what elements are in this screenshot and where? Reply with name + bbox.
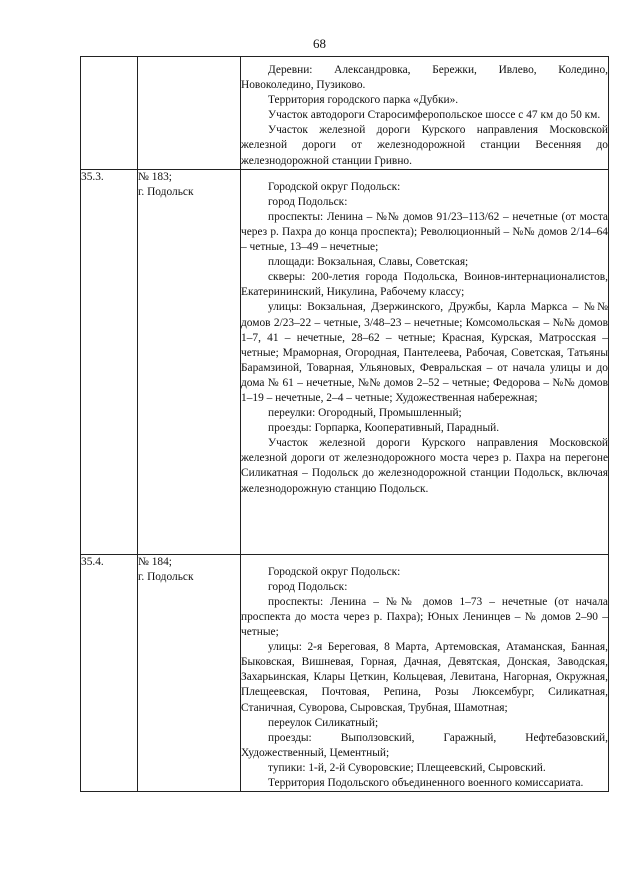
paragraph: улицы: Вокзальная, Дзержинского, Дружбы, Карла Маркса – №№ домов 2/23–22 – четные, 3/48–23 – нечетные; Комсомольская – №№ домов 1–7, 41 – нечетные, 28–62 – четные; Красная, Курская, Матросская – четные; Мраморная, Огородная, Пантелеева, Рабочая, Советская, Татьяны Барамзиной, Товарная, Ульяновых, Февральская – от начала улицы и до дома № 61 – нечетные, №№ домов 2–52 – четные; Федорова – №№ домов 1–19 – нечетные, 2–4 – четные; Художественная набережная; — [241, 301, 608, 404]
row-number — [81, 57, 138, 170]
paragraph: проезды: Выползовский, Гаражный, Нефтебазовский, Художественный, Цементный; — [241, 731, 608, 759]
paragraph: переулок Силикатный; — [268, 716, 379, 729]
paragraph: Участок железной дороги Курского направления Московской железной дороги от железнодорожной станции Весенняя до железнодорожной станции Гривно. — [241, 124, 608, 167]
table-row — [81, 554, 609, 791]
district-cell — [138, 57, 241, 170]
paragraph: проспекты: Ленина – №№ домов 91/23–113/62 – нечетные (от моста через р. Пахра до конца проспекта); Революционный – №№ домов 2/14–64 – четные, 13–49 – нечетные; — [241, 210, 608, 254]
district-cell — [138, 169, 241, 554]
paragraph: Городской округ Подольск: — [268, 180, 401, 193]
description-cell — [241, 554, 609, 791]
page-number: 68 — [313, 36, 326, 51]
paragraph: улицы: 2-я Береговая, 8 Марта, Артемовская, Атаманская, Банная, Быковская, Вишневая, Горная, Дачная, Девятская, Донская, Заводская, Захарьинская, Клары Цеткин, Кольцевая, Левитана, Нагорная, Окружная, Плещеевская, Почтовая, Репина, Розы Люксембург, Силикатная, Станичная, Суворова, Сыровская, Трубная, Шамотная; — [241, 641, 608, 714]
paragraph: проезды: Горпарка, Кооперативный, Парадный. — [268, 422, 500, 435]
electoral-districts-table — [80, 56, 609, 792]
paragraph: площади: Вокзальная, Славы, Советская; — [268, 256, 469, 269]
district-cell — [138, 554, 241, 791]
row-number: 35.3. — [81, 169, 138, 554]
district-number: № 184; — [138, 555, 172, 568]
district-city: г. Подольск — [138, 570, 194, 583]
paragraph: Участок автодороги Старосимферопольское шоссе с 47 км до 50 км. — [268, 109, 601, 122]
paragraph: Деревни: Александровка, Бережки, Ивлево, Коледино, Новоколедино, Пузиково. — [241, 64, 608, 92]
paragraph: город Подольск: — [268, 195, 348, 208]
paragraph: Территория городского парка «Дубки». — [268, 94, 459, 107]
district-number: № 183; — [138, 170, 172, 183]
description-cell — [241, 57, 609, 170]
paragraph: скверы: 200-летия города Подольска, Воинов-интернационалистов, Екатерининский, Никулина, Рабочему классу; — [241, 271, 608, 299]
paragraph: проспекты: Ленина – №№ домов 1–73 – нечетные (от начала проспекта до моста через р. Пахра); Юных Ленинцев – № домов 2–90 – четные; — [241, 595, 608, 639]
paragraph: город Подольск: — [268, 580, 348, 593]
row-number: 35.4. — [81, 554, 138, 791]
paragraph: переулки: Огородный, Промышленный; — [268, 407, 462, 420]
paragraph: Участок железной дороги Курского направления Московской железной дороги от железнодорожного моста через р. Пахра на перегоне Силикатная – Подольск до железнодорожной станции Подольск, включая железнодорожную станцию Подольск. — [241, 437, 608, 495]
table-row — [81, 169, 609, 554]
district-city: г. Подольск — [138, 185, 194, 198]
table-row — [81, 57, 609, 170]
paragraph: Городской округ Подольск: — [268, 565, 401, 578]
paragraph: тупики: 1-й, 2-й Суворовские; Плещеевский, Сыровский. — [268, 761, 546, 774]
description-cell — [241, 169, 609, 554]
paragraph: Территория Подольского объединенного военного комиссариата. — [268, 776, 584, 789]
